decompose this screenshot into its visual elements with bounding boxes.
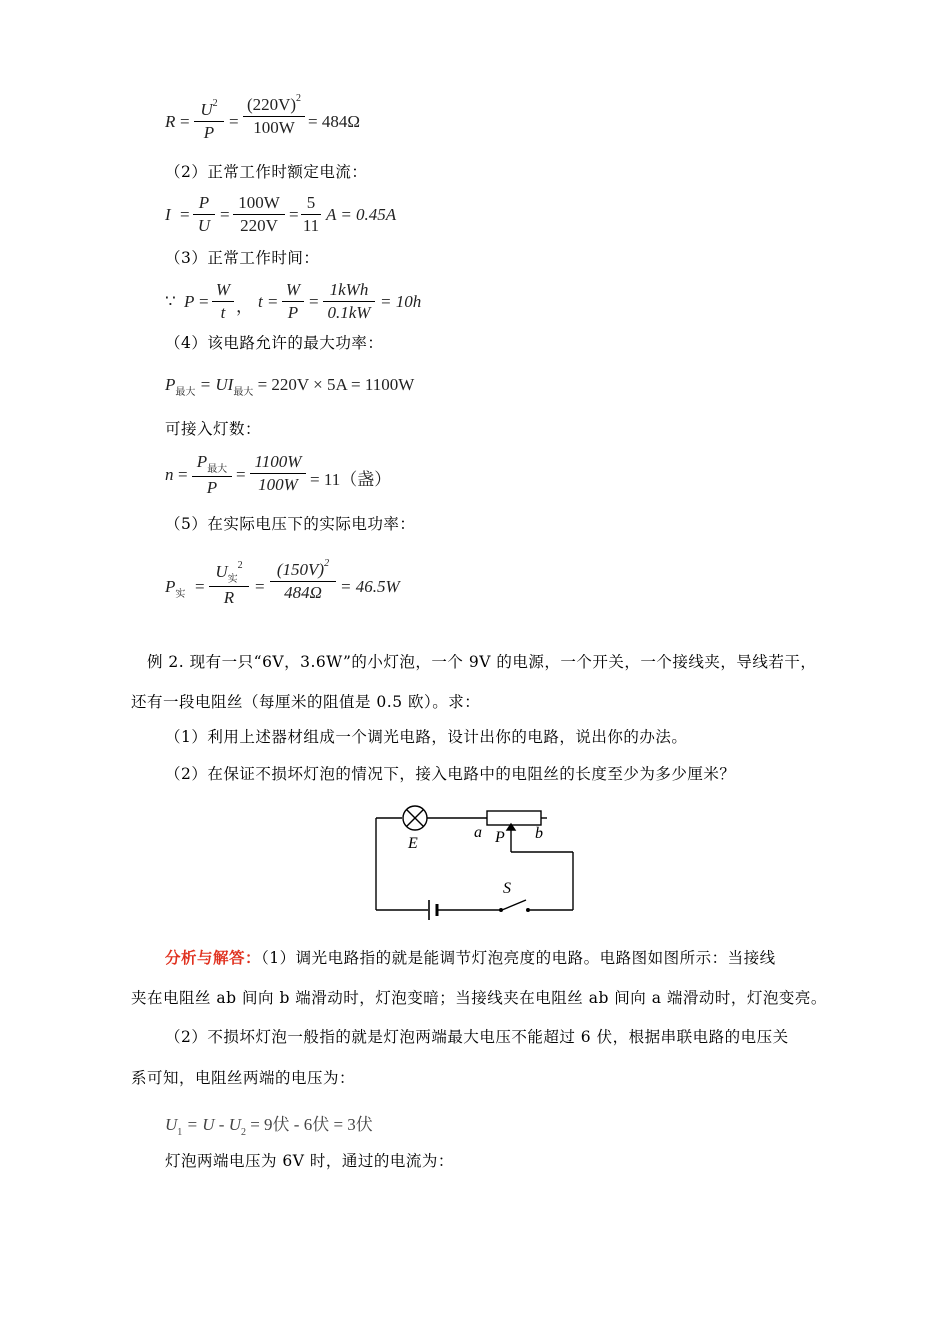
equals: =	[268, 292, 278, 311]
resistor-wire	[487, 811, 541, 825]
because-symbol: ∵	[165, 292, 176, 311]
result: = 46.5W	[340, 577, 400, 596]
label-slider-p: P	[495, 829, 505, 846]
symbol-p: P	[184, 292, 195, 311]
label-lamp-e: E	[408, 835, 418, 852]
answer-paragraph2-line1: （2）不损坏灯泡一般指的就是灯泡两端最大电压不能超过 6 伏，根据串联电路的电压关	[165, 1028, 789, 1046]
step4-label: （4）该电路允许的最大功率：	[165, 334, 384, 352]
switch-contact-right	[526, 908, 530, 912]
fraction-p-u: $\frac{P}{U}$	[193, 193, 215, 236]
answer-heading: 分析与解答：	[165, 948, 262, 967]
example2-line1: 例 2. 现有一只“6V，3.6W”的小灯泡，一个 9V 的电源，一个开关，一个接线夹，导线若干，	[147, 653, 817, 671]
example2-question1: （1）利用上述器材组成一个调光电路，设计出你的电路，说出你的办法。	[165, 728, 688, 746]
equals: =	[309, 292, 319, 311]
result: = 484Ω	[308, 112, 360, 131]
answer-paragraph1-line1: 分析与解答：（1）调光电路指的就是能调节灯泡亮度的电路。电路图如图所示：当接线	[165, 948, 776, 967]
switch-contact-left	[499, 908, 503, 912]
symbol-r: R	[165, 112, 176, 131]
label-switch-s: S	[503, 880, 511, 897]
equals: =	[255, 577, 265, 596]
result: = 11（盏）	[310, 470, 392, 489]
fraction-u-actual-r: $U_实^2$ R	[209, 560, 249, 608]
fraction-100w-220v: $\frac{100W}{220V}$	[233, 193, 285, 236]
switch-blade	[502, 900, 526, 910]
equals: =	[199, 292, 209, 311]
example2-line2: 还有一段电阻丝（每厘米的阻值是 0.5 欧）。求：	[131, 693, 481, 711]
symbol-i: I	[165, 205, 171, 224]
answer-paragraph1-line2: 夹在电阻丝 ab 间向 b 端滑动时，灯泡变暗；当接线夹在电阻丝 ab 间向 a 端滑动时，灯泡变亮。	[131, 989, 827, 1007]
lamps-label: 可接入灯数：	[165, 420, 262, 438]
fraction-pmax-p: $P_{最大}$ P	[192, 452, 232, 498]
circuit-diagram	[360, 800, 590, 925]
equals: =	[236, 465, 246, 484]
fraction-150v-484ohm: $\frac{(150V)^2}{484\Omega}$	[270, 558, 336, 603]
fraction-w-t: $\frac{W}{t}$	[212, 280, 234, 323]
equals: =	[180, 205, 190, 224]
equals: =	[220, 205, 230, 224]
result: A = 0.45A	[326, 205, 397, 224]
equals: =	[195, 577, 205, 596]
step2-label: （2）正常工作时额定电流：	[165, 163, 368, 181]
answer-last-line: 灯泡两端电压为 6V 时，通过的电流为：	[165, 1152, 454, 1170]
label-a: a	[474, 824, 482, 841]
answer-paragraph2-line2: 系可知，电阻丝两端的电压为：	[131, 1069, 356, 1087]
fraction-1100w-100w: $\frac{1100W}{100W}$	[250, 452, 306, 495]
label-b: b	[535, 825, 543, 842]
step3-label: （3）正常工作时间：	[165, 249, 320, 267]
result: = 10h	[380, 292, 422, 311]
example2-question2: （2）在保证不损坏灯泡的情况下，接入电路中的电阻丝的长度至少为多少厘米？	[165, 765, 736, 783]
symbol-p-actual: $P_实$	[165, 577, 186, 600]
symbol-n: n	[165, 465, 174, 484]
equals: =	[178, 465, 188, 484]
equals: =	[289, 205, 299, 224]
equals: =	[180, 112, 190, 131]
fraction-1kwh-0.1kw: 1kWh 0.1kW	[323, 280, 375, 323]
equals: =	[229, 112, 239, 131]
symbol-t: t	[258, 292, 263, 311]
fraction-5-11: $\frac{5}{11}$	[302, 193, 320, 235]
fraction-w-p: $\frac{W}{P}$	[282, 280, 304, 323]
formula-max-power: $P_{最大} = UI_{最大} = 220V \times 5A = 1100W$	[165, 375, 415, 398]
comma: ，	[236, 297, 253, 316]
fraction-u2-p: $\frac{U^2}{P}$	[194, 98, 224, 143]
fraction-220v-100w: $\frac{(220V)^2}{100W}$	[243, 93, 305, 138]
step5-label: （5）在实际电压下的实际电功率：	[165, 515, 416, 533]
formula-wire-voltage: $U_1 = U - U_2 = 9$伏 - 6伏 = 3伏	[165, 1115, 373, 1138]
